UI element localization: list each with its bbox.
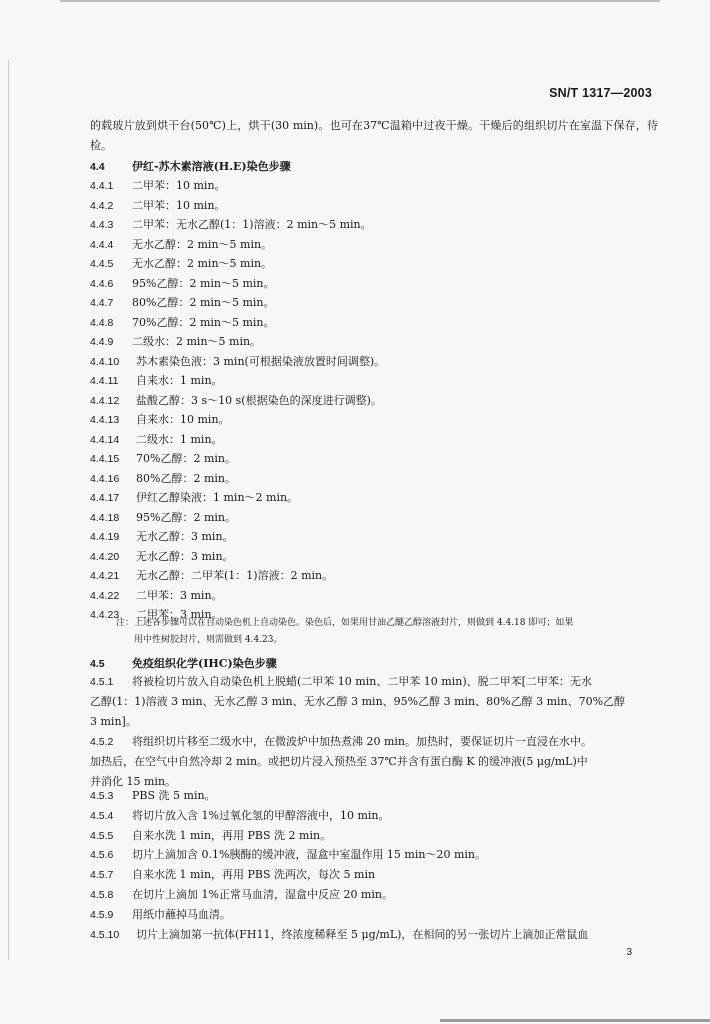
- step-item: [90, 807, 389, 823]
- step-item: [90, 787, 216, 803]
- step-item: [90, 294, 275, 310]
- step-number: 4.4.2: [90, 199, 114, 212]
- step-text: 70%乙醇：2 min～5 min。: [132, 315, 275, 329]
- step-number: 4.4.14: [90, 433, 120, 446]
- step-number: 4.4.12: [90, 394, 120, 407]
- step-text: 用纸巾蘸掉马血清。: [132, 907, 231, 921]
- step-text: 70%乙醇：2 min。: [136, 452, 236, 465]
- step-number: 4.5.5: [90, 829, 114, 842]
- scan-bottom-edge: [440, 1019, 710, 1022]
- step-item: [90, 314, 275, 330]
- step-text: 切片上滴加含 0.1%胰酶的缓冲液，湿盒中室温作用 15 min～20 min。: [132, 848, 486, 862]
- section-number: 4.4: [90, 161, 105, 173]
- section-4-5-heading: [90, 655, 277, 671]
- step-number: 4.4.10: [90, 355, 120, 368]
- step-item: [90, 236, 272, 252]
- section-4-4-heading: [90, 158, 291, 174]
- paragraph-4-5-2: [90, 732, 658, 793]
- step-number: 4.5.6: [90, 849, 114, 862]
- standard-code: SN/T 1317—2003: [549, 86, 652, 100]
- step-item: [90, 906, 231, 922]
- section-number: 4.5: [90, 658, 105, 670]
- section-title: 伊红-苏木素溶液(H.E)染色步骤: [132, 160, 291, 173]
- scan-top-edge: [60, 0, 660, 2]
- step-text: 盐酸乙醇：3 s～10 s(根据染色的深度进行调整)。: [136, 393, 382, 407]
- step-number: 4.4.5: [90, 258, 114, 270]
- step-number: 4.4.21: [90, 570, 120, 582]
- step-text: 苏木素染色液：3 min(可根据染液放置时间调整)。: [136, 354, 386, 368]
- step-item: [90, 489, 298, 505]
- step-number: 4.4.3: [90, 219, 114, 231]
- step-item: [90, 528, 234, 544]
- step-text: 自来水洗 1 min，再用 PBS 洗 2 min。: [132, 828, 332, 842]
- step-number: 4.4.23: [90, 609, 120, 621]
- paragraph-line: 将被检切片放入自动染色机上脱蜡(二甲苯 10 min、二甲苯 10 min)、脱二甲苯[二甲苯：无水: [132, 675, 592, 688]
- step-item: [90, 275, 275, 291]
- step-text: 80%乙醇：2 min～5 min。: [132, 296, 275, 309]
- step-text: 无水乙醇：3 min。: [136, 549, 234, 563]
- step-number: 4.5.2: [90, 736, 114, 748]
- step-text: 无水乙醇：3 min。: [136, 530, 234, 543]
- step-text: 切片上滴加第一抗体(FH11，终浓度稀释至 5 μg/mL)，在相间的另一张切片上滴加正常鼠血: [136, 927, 589, 941]
- step-text: 二甲苯：3 min。: [136, 588, 223, 602]
- step-number: 4.4.7: [90, 297, 114, 309]
- step-number: 4.4.11: [90, 375, 119, 387]
- step-item: [90, 197, 226, 213]
- step-item: [90, 587, 223, 603]
- step-text: 二甲苯：10 min。: [132, 179, 226, 192]
- step-number: 4.4.17: [90, 492, 120, 504]
- paragraph-line: 3 min]。: [90, 715, 137, 729]
- intro-paragraph: 的载玻片放到烘干台(50℃)上，烘干(30 min)。也可在37℃温箱中过夜干燥。干燥后的组织切片在室温下保存，待检。: [90, 119, 658, 153]
- section-title: 免疫组织化学(IHC)染色步骤: [132, 657, 277, 670]
- step-item: [90, 886, 393, 902]
- paragraph-line: 乙醇(1：1)溶液 3 min、无水乙醇 3 min、无水乙醇 3 min、95%乙醇 3 min、80%乙醇 3 min、70%乙醇: [90, 695, 626, 709]
- step-text: 将切片放入含 1%过氧化氢的甲醇溶液中，10 min。: [132, 808, 390, 822]
- step-number: 4.5.9: [90, 908, 114, 921]
- scan-edge-line: [8, 60, 9, 960]
- step-item: [90, 177, 226, 193]
- paragraph-4-5-1: [90, 672, 658, 733]
- step-text: 二级水：2 min～5 min。: [132, 335, 262, 348]
- step-number: 4.4.20: [90, 550, 120, 563]
- step-text: 二甲苯：10 min。: [132, 198, 226, 212]
- step-number: 4.4.18: [90, 511, 120, 524]
- step-text: 自来水：10 min。: [136, 413, 230, 426]
- step-text: 二甲苯：3 min。: [136, 608, 223, 621]
- step-number: 4.5.8: [90, 889, 114, 901]
- step-number: 4.5.10: [90, 928, 120, 941]
- step-number: 4.4.22: [90, 589, 120, 602]
- step-item: [90, 333, 261, 349]
- step-text: 在切片上滴加 1%正常马血清，湿盒中反应 20 min。: [132, 888, 393, 901]
- step-number: 4.4.15: [90, 453, 120, 465]
- step-number: 4.5.4: [90, 809, 114, 822]
- step-text: 二甲苯：无水乙醇(1：1)溶液：2 min～5 min。: [132, 218, 372, 231]
- step-item: [90, 353, 385, 369]
- step-text: 95%乙醇：2 min～5 min。: [132, 276, 275, 290]
- step-text: 伊红乙醇染液：1 min～2 min。: [136, 491, 299, 504]
- step-text: 自来水：1 min。: [136, 374, 223, 387]
- step-number: 4.4.6: [90, 277, 114, 290]
- step-item: [90, 846, 486, 862]
- step-text: 无水乙醇：二甲苯(1：1)溶液：2 min。: [136, 569, 334, 582]
- paragraph-line: 加热后，在空气中自然冷却 2 min。或把切片浸入预热至 37℃并含有蛋白酶 K 的缓冲液(5 μg/mL)中: [90, 755, 588, 769]
- step-text: 95%乙醇：2 min。: [136, 510, 236, 524]
- step-number: 4.5.1: [90, 676, 114, 688]
- step-number: 4.5.7: [90, 869, 114, 882]
- paragraph-line: 将组织切片移至二级水中，在微波炉中加热煮沸 20 min。加热时，要保证切片一直浸在水中。: [132, 735, 593, 748]
- step-item: [90, 866, 375, 882]
- step-number: 4.4.8: [90, 316, 114, 329]
- step-number: 4.5.3: [90, 790, 114, 802]
- step-item: [90, 470, 236, 486]
- step-item: [90, 450, 236, 466]
- step-item: [90, 926, 588, 942]
- step-text: 自来水洗 1 min，再用 PBS 洗两次，每次 5 min: [132, 868, 376, 882]
- step-text: 80%乙醇：2 min。: [136, 471, 236, 485]
- note-line: 注：上述各步骤可以在自动染色机上自动染色。染色后，如果用甘油乙醚乙醇溶液封片，则做到 4.4.18 即可；如果: [116, 618, 574, 628]
- step-item: [90, 411, 230, 427]
- step-item: [90, 431, 223, 447]
- step-item: [90, 255, 272, 271]
- step-number: 4.4.19: [90, 531, 120, 543]
- step-item: [90, 372, 223, 388]
- note-line: 用中性树胶封片，则需做到 4.4.23。: [134, 635, 283, 645]
- step-text: 无水乙醇：2 min～5 min。: [132, 237, 273, 251]
- note: [116, 615, 656, 649]
- step-number: 4.4.9: [90, 336, 114, 348]
- page-number: 3: [626, 947, 632, 958]
- step-text: 无水乙醇：2 min～5 min。: [132, 257, 273, 270]
- step-text: PBS 洗 5 min。: [132, 789, 216, 802]
- paragraph-line: 并消化 15 min。: [90, 775, 177, 789]
- step-number: 4.4.1: [90, 180, 114, 192]
- step-item: [90, 548, 234, 564]
- step-text: 二级水：1 min。: [136, 432, 223, 446]
- step-number: 4.4.16: [90, 472, 120, 485]
- step-number: 4.4.13: [90, 414, 120, 426]
- step-item: [90, 567, 333, 583]
- step-item: [90, 509, 236, 525]
- step-item: [90, 216, 372, 232]
- step-item: [90, 392, 382, 408]
- step-number: 4.4.4: [90, 238, 114, 251]
- step-item: [90, 827, 331, 843]
